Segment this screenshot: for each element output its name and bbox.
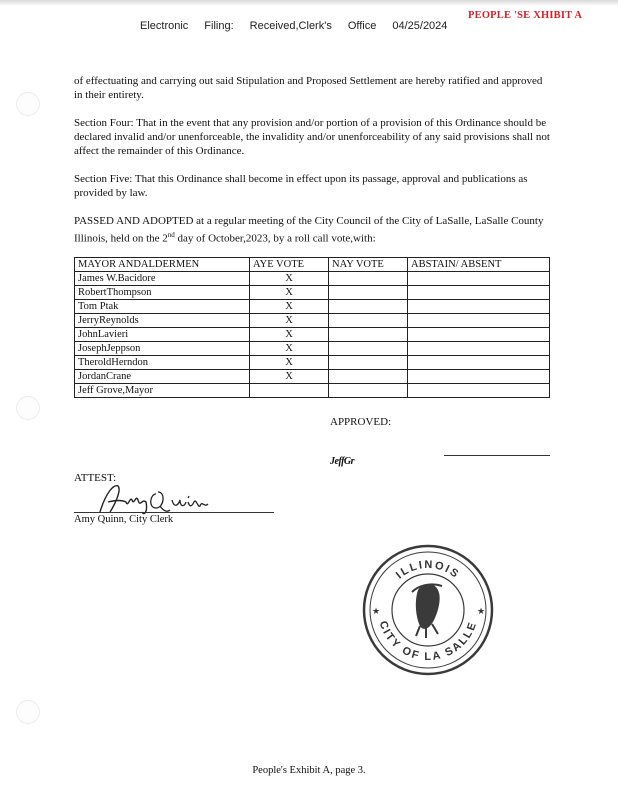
aye-mark: X — [250, 272, 329, 286]
header-nay: NAY VOTE — [329, 258, 408, 272]
paragraph-section-four: Section Four: That in the event that any provision and/or portion of a provision of this Ordinance should be declared invalid and/or unenforceable, the invalidity and/or unenforceability of any said provisions shall not affect the remainder of this Ordinance. — [74, 117, 550, 157]
aye-mark: X — [250, 356, 329, 370]
mayor-signature: JeffGr — [330, 456, 355, 467]
seal-eagle-emblem — [412, 584, 442, 638]
header-members: MAYOR ANDALDERMEN — [75, 258, 250, 272]
header-abstain: ABSTAIN/ ABSENT — [408, 258, 550, 272]
nay-mark — [329, 356, 408, 370]
abstain-mark — [408, 370, 550, 384]
member-name: TheroldHerndon — [75, 356, 250, 370]
abstain-mark — [408, 342, 550, 356]
header-office: Office — [347, 20, 377, 32]
approved-label: APPROVED: — [330, 416, 392, 428]
scan-top-edge — [0, 0, 618, 6]
seal-top-text: ILLINOIS — [393, 558, 462, 582]
nay-mark — [329, 342, 408, 356]
nay-mark — [329, 314, 408, 328]
seal-bottom-text: CITY OF LA SALLE — [376, 619, 480, 664]
header-aye: AYE VOTE — [250, 258, 329, 272]
abstain-mark — [408, 272, 550, 286]
header-received: Received,Clerk's — [249, 20, 332, 32]
table-row — [75, 286, 550, 300]
passed-text-a: PASSED AND ADOPTED at a regular meeting of the City Council of the City of LaSalle, LaSalle County Illinois, held on the 2 — [74, 215, 544, 245]
table-row — [75, 342, 550, 356]
abstain-mark — [408, 384, 550, 398]
nay-mark — [329, 300, 408, 314]
abstain-mark — [408, 328, 550, 342]
clerk-name: Amy Quinn, City Clerk — [74, 514, 174, 525]
nay-mark — [329, 328, 408, 342]
abstain-mark — [408, 300, 550, 314]
table-row — [75, 370, 550, 384]
hole-punch-mark — [16, 396, 40, 420]
filing-stamp-header — [140, 20, 463, 32]
member-name: JosephJeppson — [75, 342, 250, 356]
table-row — [75, 356, 550, 370]
svg-text:ILLINOIS — [394, 559, 462, 582]
member-name: Jeff Grove,Mayor — [75, 384, 250, 398]
seal-star-left: ★ — [372, 606, 381, 616]
member-name: JordanCrane — [75, 370, 250, 384]
aye-mark: X — [250, 286, 329, 300]
nay-mark — [329, 370, 408, 384]
table-row — [75, 314, 550, 328]
exhibit-tag: PEOPLE 'SE XHIBIT A — [468, 10, 583, 21]
table-row — [75, 328, 550, 342]
member-name: Tom Ptak — [75, 300, 250, 314]
abstain-mark — [408, 356, 550, 370]
member-name: JohnLavieri — [75, 328, 250, 342]
table-row — [75, 300, 550, 314]
hole-punch-mark — [16, 700, 40, 724]
aye-mark: X — [250, 328, 329, 342]
table-row — [75, 384, 550, 398]
table-header-row — [75, 258, 550, 272]
seal-star-right: ★ — [477, 606, 486, 616]
aye-mark: X — [250, 342, 329, 356]
nay-mark — [329, 384, 408, 398]
city-seal — [360, 542, 496, 678]
aye-mark: X — [250, 370, 329, 384]
header-electronic: Electronic — [140, 20, 189, 32]
aye-mark — [250, 384, 329, 398]
passed-ordinal-suffix: nd — [167, 231, 175, 239]
abstain-mark — [408, 314, 550, 328]
abstain-mark — [408, 286, 550, 300]
roll-call-vote-table — [74, 257, 550, 398]
member-name: RobertThompson — [75, 286, 250, 300]
header-filing: Filing: — [204, 20, 234, 32]
header-date: 04/25/2024 — [392, 20, 448, 32]
table-row — [75, 272, 550, 286]
mayor-signature-line — [444, 455, 550, 456]
nay-mark — [329, 286, 408, 300]
attest-label: ATTEST: — [74, 472, 117, 484]
passed-text-b: day of October,2023, by a roll call vote,with: — [174, 232, 376, 245]
page-footer: People's Exhibit A, page 3. — [252, 765, 366, 776]
paragraph-section-five: Section Five: That this Ordinance shall become in effect upon its passage, approval and publications as provided by law. — [74, 173, 528, 199]
clerk-signature-line — [74, 512, 274, 513]
aye-mark: X — [250, 314, 329, 328]
paragraph-passed-adopted — [74, 214, 552, 246]
paragraph-ratification: of effectuating and carrying out said Stipulation and Proposed Settlement are hereby ratified and approved in their entirety. — [74, 75, 543, 101]
aye-mark: X — [250, 300, 329, 314]
member-name: JerryReynolds — [75, 314, 250, 328]
member-name: James W.Bacidore — [75, 272, 250, 286]
nay-mark — [329, 272, 408, 286]
hole-punch-mark — [16, 92, 40, 116]
